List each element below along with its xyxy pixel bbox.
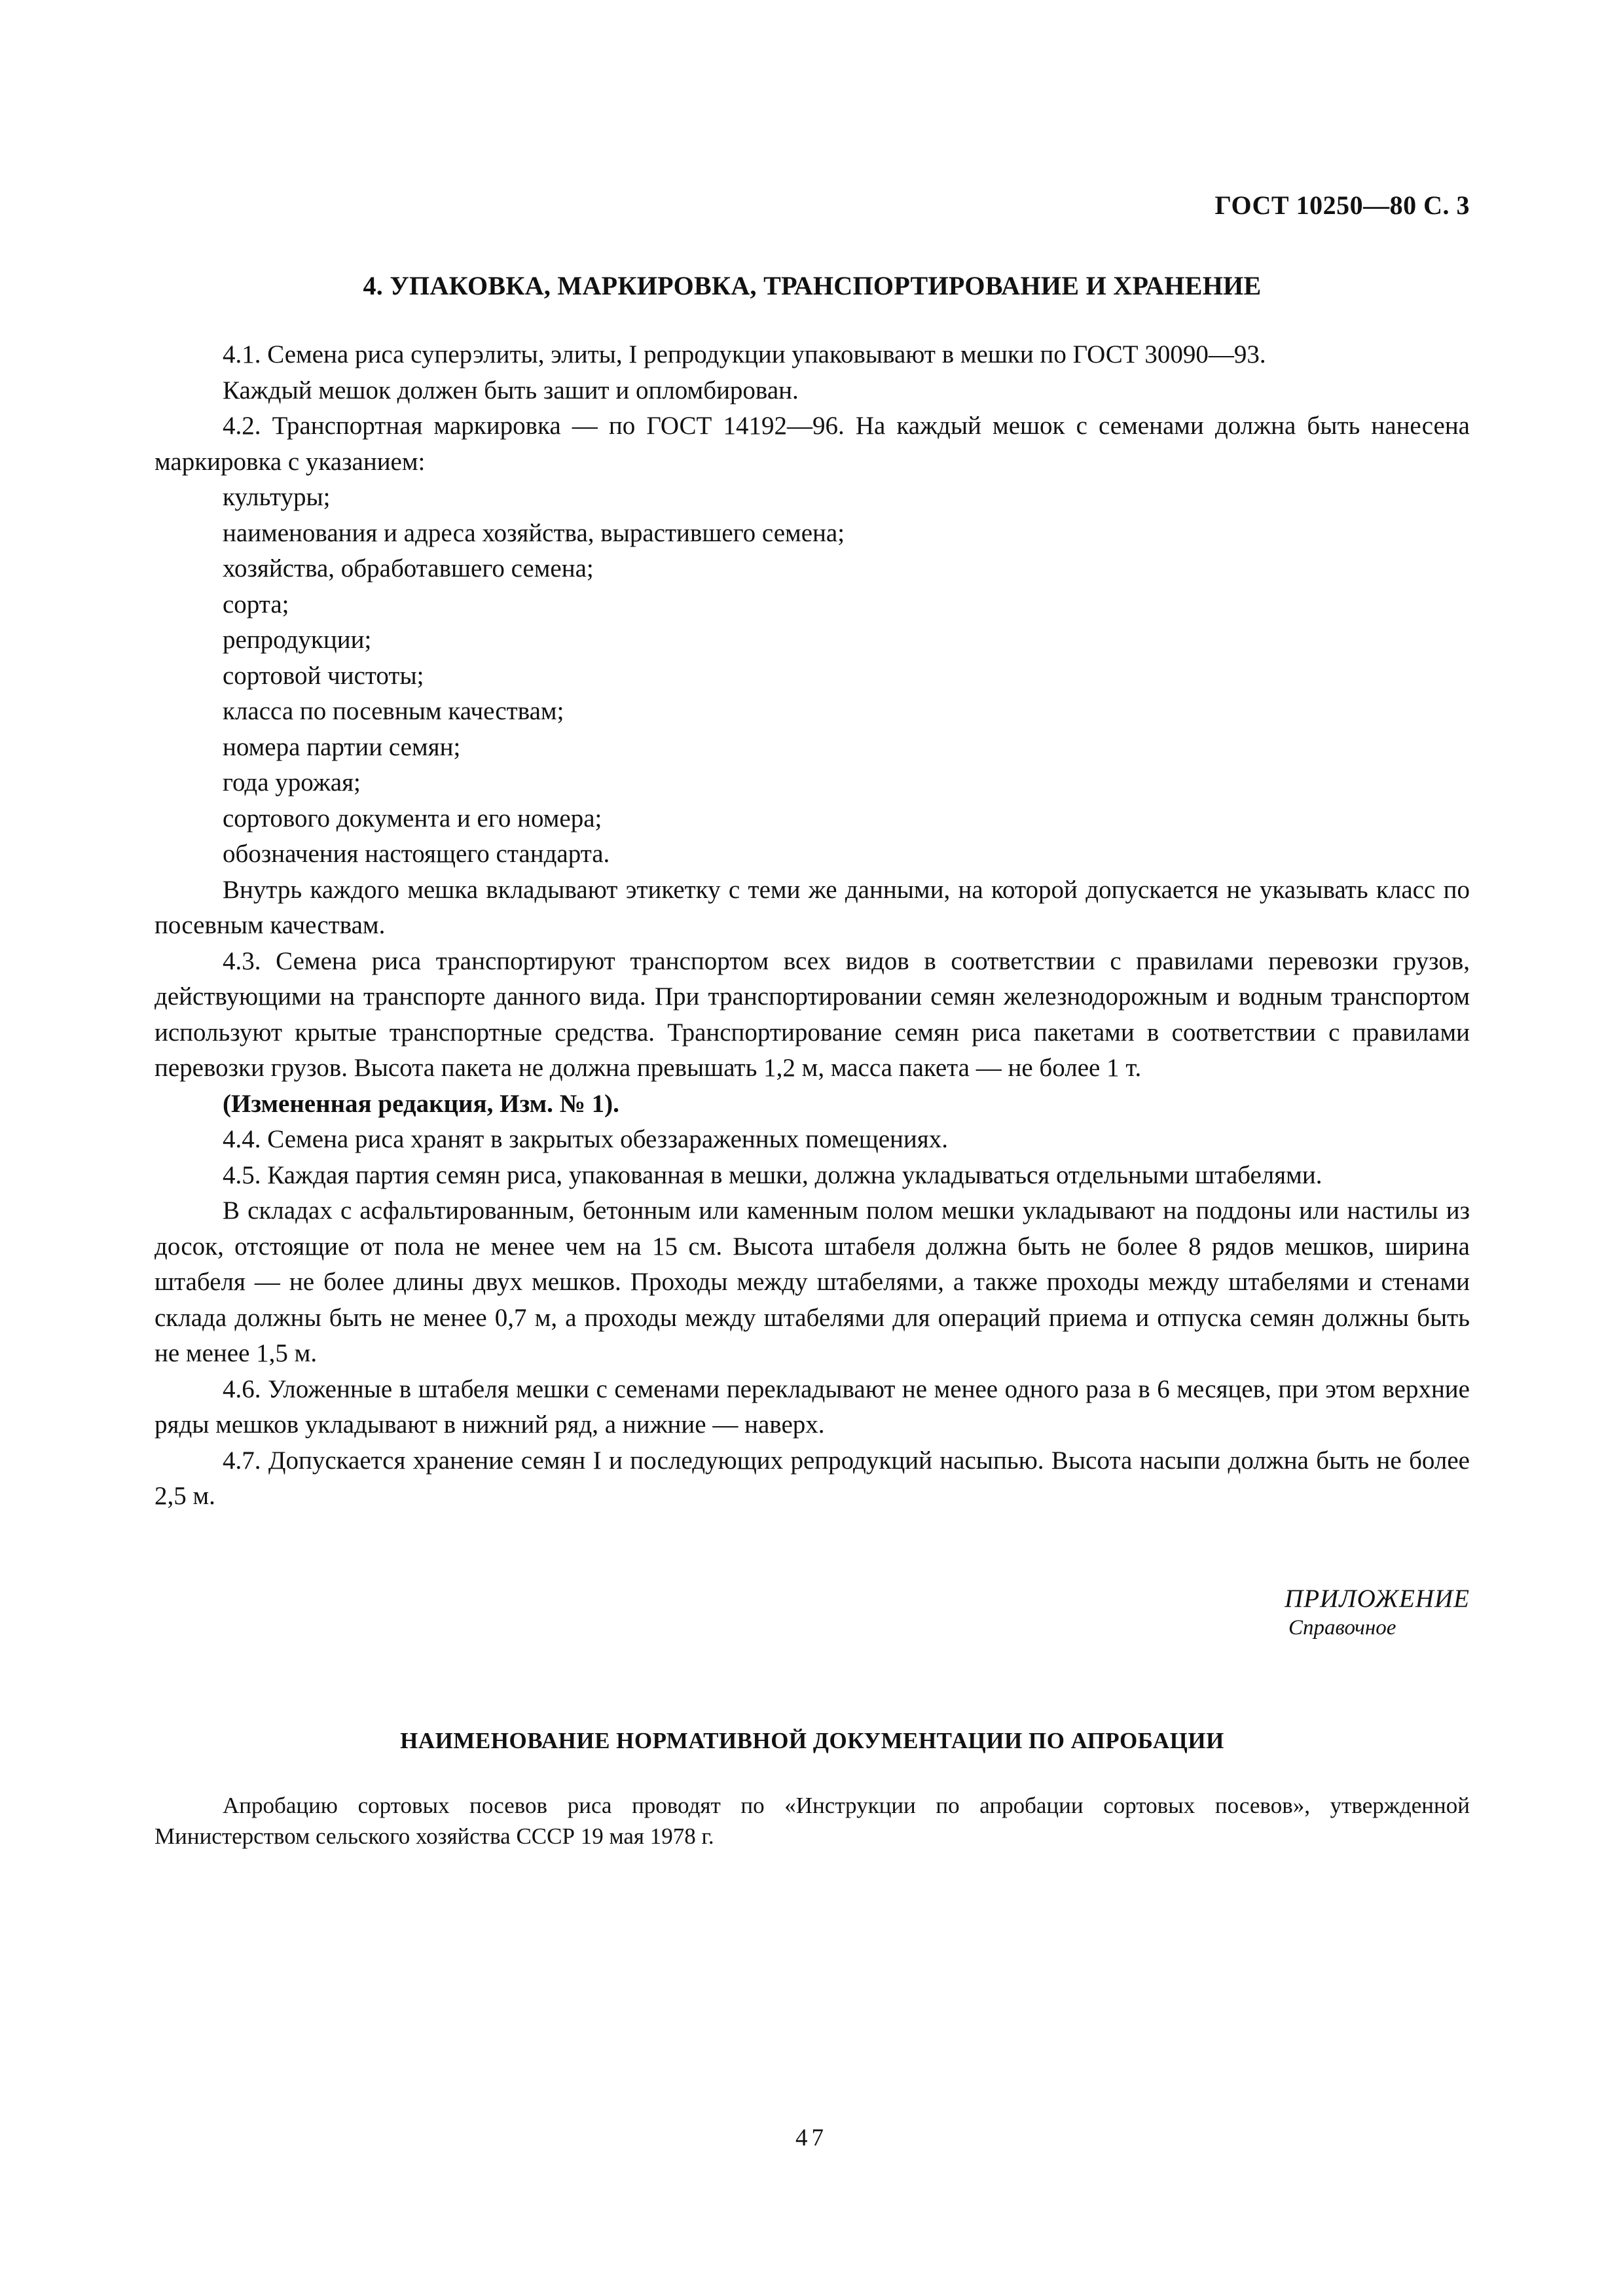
paragraph-4-4: 4.4. Семена риса хранят в закрытых обеззараженных помещениях. <box>223 1125 948 1153</box>
marking-list-item: года урожая; <box>223 768 361 797</box>
page-number: 47 <box>795 2125 828 2151</box>
amendment-note: (Измененная редакция, Изм. № 1). <box>223 1089 619 1118</box>
appendix-label: ПРИЛОЖЕНИЕ <box>1285 1585 1470 1613</box>
marking-list-item: сорта; <box>223 590 289 619</box>
marking-list-item: класса по посевным качествам; <box>223 697 564 725</box>
section-body <box>155 337 1470 1515</box>
paragraph-warehouse: В складах с асфальтированным, бетонным или каменным полом мешки укладывают на поддоны или настилы из досок, отстоящие от пола не менее чем на 15 см. Высота штабеля должна быть не более 8 рядов мешков, ширина штабеля — не более длины двух мешков. Проходы между штабелями, а также проходы между штабелями и стенами склада должны быть не менее 0,7 м, а проходы между штабелями для операций приема и отпуска семян должны быть не менее 1,5 м. <box>155 1196 1470 1367</box>
section-title: 4. УПАКОВКА, МАРКИРОВКА, ТРАНСПОРТИРОВАНИЕ И ХРАНЕНИЕ <box>363 271 1262 300</box>
marking-list-item: сортового документа и его номера; <box>223 804 602 833</box>
marking-list-item: номера партии семян; <box>223 732 461 761</box>
paragraph-4-1-cont: Каждый мешок должен быть зашит и опломбирован. <box>223 376 799 404</box>
paragraph-4-6: 4.6. Уложенные в штабеля мешки с семенами перекладывают не менее одного раза в 6 месяцев, при этом верхние ряды мешков укладывают в нижний ряд, а нижние — наверх. <box>155 1374 1470 1439</box>
marking-list-item: культуры; <box>223 483 331 511</box>
appendix-sublabel: Справочное <box>1288 1616 1396 1640</box>
appendix-label-block <box>1285 1584 1470 1640</box>
paragraph-4-7: 4.7. Допускается хранение семян I и последующих репродукций насыпью. Высота насыпи должна быть не более 2,5 м. <box>155 1446 1470 1510</box>
appendix-paragraph: Апробацию сортовых посевов риса проводят по «Инструкции по апробации сортовых посевов», утвержденной Министерством сельского хозяйства СССР 19 мая 1978 г. <box>155 1793 1470 1849</box>
marking-list-item: репродукции; <box>223 626 372 654</box>
marking-list-item: обозначения настоящего стандарта. <box>223 840 610 868</box>
marking-list-item: хозяйства, обработавшего семена; <box>223 554 594 583</box>
marking-list-item: наименования и адреса хозяйства, вырастившего семена; <box>223 518 845 547</box>
document-reference: ГОСТ 10250—80 С. 3 <box>1214 190 1470 220</box>
marking-list-item: сортовой чистоты; <box>223 661 424 690</box>
paragraph-4-5: 4.5. Каждая партия семян риса, упакованная в мешки, должна укладываться отдельными штабелями. <box>223 1160 1322 1189</box>
paragraph-4-3: 4.3. Семена риса транспортируют транспортом всех видов в соответствии с правилами перевозки грузов, действующими на транспорте данного вида. При транспортировании семян железнодорожным и водным транспортом используют крытые транспортные средства. Транспортирование семян риса пакетами в соответствии с правилами перевозки грузов. Высота пакета не должна превышать 1,2 м, масса пакета — не более 1 т. <box>155 946 1470 1082</box>
appendix-body <box>155 1790 1470 1852</box>
appendix-heading: НАИМЕНОВАНИЕ НОРМАТИВНОЙ ДОКУМЕНТАЦИИ ПО АПРОБАЦИИ <box>400 1728 1224 1753</box>
paragraph-label-note: Внутрь каждого мешка вкладывают этикетку с теми же данными, на которой допускается не указывать класс по посевным качествам. <box>155 875 1470 939</box>
paragraph-4-2: 4.2. Транспортная маркировка — по ГОСТ 14192—96. На каждый мешок с семенами должна быть нанесена маркировка с указанием: <box>155 412 1470 476</box>
paragraph-4-1: 4.1. Семена риса суперэлиты, элиты, I репродукции упаковывают в мешки по ГОСТ 30090—93. <box>223 340 1266 368</box>
